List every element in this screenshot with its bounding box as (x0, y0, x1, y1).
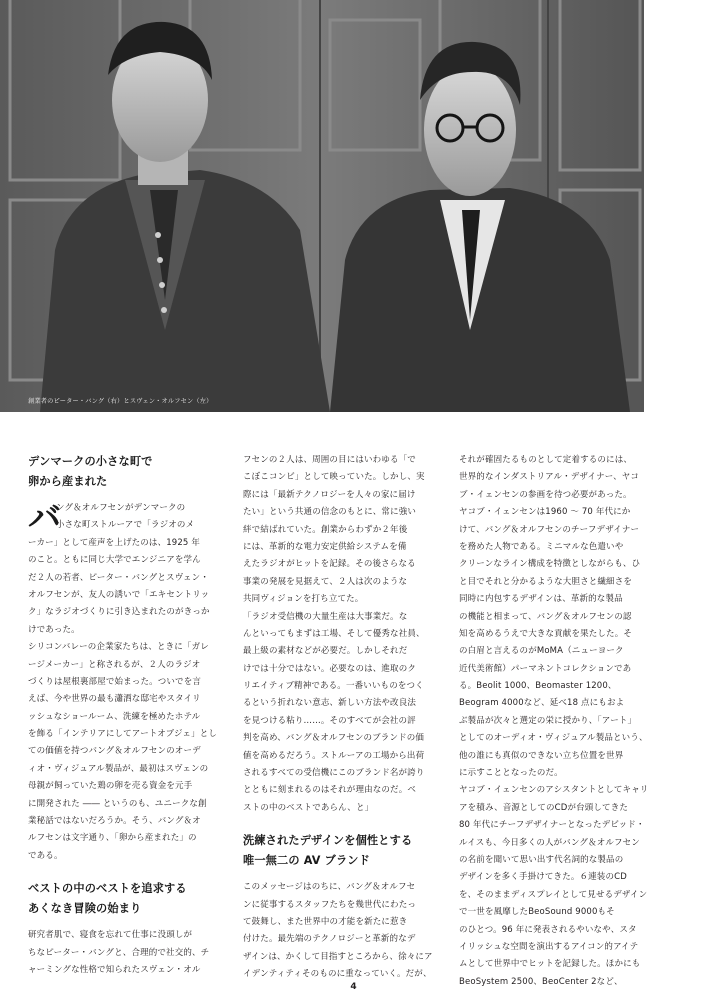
text-line: とともに刻まれるのはそれが理由なのだ。ベ (243, 785, 417, 796)
founders-photo-art (0, 0, 644, 412)
text-line: 共同ヴィジョンを打ち立てた。 (243, 594, 364, 605)
text-line: んといってもまずは工場、そして優秀な社員、 (243, 628, 425, 639)
text-line: ムとして世界中でヒットを記録した。ほかにも (459, 959, 641, 970)
text-line: ィオ・ヴィジュアル製品が、最初はスヴェンの (28, 763, 209, 774)
text-line: 値を高めるだろう。ストルーアの工場から出荷 (243, 750, 425, 761)
text-line: 同時に内包するデザインは、革新的な製品 (459, 594, 623, 605)
text-line: ング＆オルフセンがデンマークの (56, 503, 186, 513)
text-line: ヤコブ・イェンセンのアシスタントとしてキャリ (459, 785, 649, 796)
text-line: を見つける粘り……。そのすべてが会社の評 (243, 715, 416, 726)
text-line: 付けた。最先端のテクノロジーと革新的なデ (243, 934, 416, 945)
text-line: デザインを多く手掛けてきた。６連装のCD (459, 872, 627, 883)
text-line: としてのオーディオ・ヴィジュアル製品という、 (459, 733, 648, 744)
text-line: のこと。ともに同じ大学でエンジニアを学ん (28, 555, 201, 566)
drop-cap-paragraph (28, 500, 220, 552)
text-line: を飾る「インテリアにしてアートオブジェ」とし (28, 729, 218, 740)
text-line: BeoSystem 2500、BeoCenter 2など、 (459, 976, 623, 987)
text-line: イリッシュな空間を演出するアイコン的アイテ (459, 941, 639, 952)
text-line: クリーンなライン構成を特徴としながらも、ひ (459, 559, 641, 570)
text-line: イデンティティそのものに重なっていく。だが、 (243, 969, 432, 980)
text-line: たい」という共通の信念のもとに、常に強い (243, 507, 417, 518)
text-line: えば、今や世界の最も瀟洒な邸宅やスタイリ (28, 694, 201, 705)
text-line: る。Beolit 1000、Beomaster 1200、 (459, 681, 617, 692)
column-3 (459, 452, 649, 991)
text-line: 絆で結ばれていた。創業からわずか２年後 (243, 524, 408, 535)
text-line: フセンの２人は、周囲の目にはいわゆる「で (243, 455, 416, 465)
text-line: 世界的なインダストリアル・デザイナー、ヤコ (459, 472, 640, 483)
text-line: 「ラジオ受信機の大量生産は大事業だ。な (243, 611, 408, 622)
text-line: ザインは、かくして目指すところから、徐々にア (243, 951, 433, 962)
section-heading-line: 卵から産まれた (28, 475, 108, 488)
text-line: を務めた人物である。ミニマルな色遣いや (459, 541, 624, 552)
text-line: ルフセンは文字通り、「卵から産まれた」の (28, 833, 197, 844)
text-line: ぶ製品が次々と選定の栄に授かり、「アート」 (459, 715, 637, 726)
text-line: 最上級の素材などが必要だ。しかしそれだ (243, 646, 408, 657)
text-line: 知を高めるうえで大きな貢献を果たした。そ (459, 628, 633, 639)
text-line: 近代美術館）パーマネントコレクションであ (459, 663, 632, 674)
text-line: の機能と相まって、バング＆オルフセンの認 (459, 611, 632, 622)
text-line: ージメーカー」と称されるが、２人のラジオ (28, 659, 201, 670)
text-line: されるすべての受信機にこのブランド名が誇り (243, 768, 425, 779)
text-line: 研究者肌で、寝食を忘れて仕事に没頭しが (28, 930, 193, 941)
drop-cap: バ (28, 498, 62, 537)
photo-caption: 創業者のピーター・バング（右）とスヴェン・オルフセン（左） (28, 398, 213, 405)
text-line: には、革新的な電力安定供給システムを備 (243, 541, 407, 552)
text-line: を、そのままディスプレイとして見せるデザイン (459, 889, 648, 900)
text-line: 事業の発展を見据えて、２人は次のような (243, 576, 408, 587)
text-line: Beogram 4000など、延べ18 点にもおよ (459, 698, 625, 709)
text-line: こぼこコンビ」として映っていた。しかし、実 (243, 472, 425, 483)
section-heading-line: ベストの中のベストを追求する (28, 882, 187, 896)
column-2 (243, 452, 437, 984)
text-line: ヤコブ・イェンセンは1960 〜 70 年代にか (459, 507, 631, 518)
section-heading-line: あくなき冒険の始まり (28, 902, 142, 916)
text-line: て鼓舞し、また世界中の才能を新たに惹き (243, 916, 408, 927)
text-line: オルフセンが、友人の誘いで「エキセントリッ (28, 589, 210, 600)
text-line: るという折れない意志、新しい方法や改良法 (243, 698, 417, 709)
text-line: 判を高め、バング＆オルフセンのブランドの価 (243, 733, 425, 744)
section-heading-line: 唯一無二の AV ブランド (243, 854, 370, 868)
text-line: ッシュなショールーム、洗練を極めたホテル (28, 711, 201, 722)
section-heading-line: デンマークの小さな町で (28, 455, 153, 468)
text-line: ーカー」として産声を上げたのは、1925 年 (28, 537, 200, 548)
text-line: けであった。 (28, 624, 80, 635)
text-line: だ２人の若者、ピーター・バングとスヴェン・ (28, 572, 209, 583)
text-line: ての価値を持つバング＆オルフセンのオーデ (28, 746, 201, 757)
text-line: ルイスも、今日多くの人がバング＆オルフセン (459, 837, 640, 848)
text-line: それが確固たるものとして定着するのには、 (459, 455, 633, 465)
text-line: のひとつ。96 年に発表されるやいなや、スタ (459, 924, 637, 935)
text-line: リエイティブ精神である。一番いいものをつく (243, 681, 424, 692)
text-line: このメッセージはのちに、バング＆オルフセ (243, 882, 416, 893)
text-line: と目でそれと分かるような大胆さと繊細さを (459, 576, 633, 587)
text-line: シリコンバレーの企業家たちは、ときに「ガレ (28, 642, 209, 653)
text-line: 母親が飼っていた鶏の卵を売る資金を元手 (28, 781, 193, 792)
text-line: 80 年代にチーフデザイナーとなったデビッド・ (459, 820, 645, 831)
text-line: で一世を風靡したBeoSound 9000もそ (459, 907, 615, 918)
text-line: 際には「最新テクノロジーを人々の家に届け (243, 489, 416, 500)
text-line: ちなピーター・バングと、合理的で社交的、チ (28, 947, 210, 958)
text-line: えたラジオがヒットを記録。その後さらなる (243, 559, 416, 570)
text-line: である。 (28, 850, 63, 861)
text-line: 小さな町ストルーアで「ラジオのメ (56, 520, 195, 531)
text-line: に示すこととなったのだ。 (459, 768, 563, 779)
text-line: に開発された ―― というのも、ユニークな創 (28, 798, 207, 809)
text-line: ャーミングな性格で知られたスヴェン・オル (28, 964, 201, 975)
text-line: けて、バング＆オルフセンのチーフデザイナー (459, 524, 640, 535)
page-number: 4 (350, 982, 357, 992)
text-line: の白眉と言えるのがMoMA（ニューヨーク (459, 646, 624, 657)
text-line: 他の誰にも真似のできない立ち位置を世界 (459, 750, 624, 761)
text-line: ストの中のベストであらん、と」 (243, 802, 374, 813)
text-line: 業秘話ではないだろうか。そう、バング＆オ (28, 816, 201, 827)
section-heading-line: 洗練されたデザインを個性とする (243, 834, 413, 848)
text-line: の名前を聞いて思い出す代名詞的な製品の (459, 854, 624, 865)
text-line: ク」なラジオづくりに引き込まれたのがきっか (28, 607, 210, 618)
text-line: けでは十分ではない。必要なのは、進取のク (243, 663, 417, 674)
text-line: アを積み、音源としてのCDが台頭してきた (459, 802, 628, 813)
text-line: ブ・イェンセンの参画を待つ必要があった。 (459, 489, 632, 500)
founders-photo (0, 0, 644, 412)
text-line: ンに従事するスタッフたちを幾世代にわたっ (243, 899, 417, 910)
column-1 (28, 452, 220, 979)
text-line: づくりは屋根裏部屋で始まった。ついでを言 (28, 676, 202, 687)
